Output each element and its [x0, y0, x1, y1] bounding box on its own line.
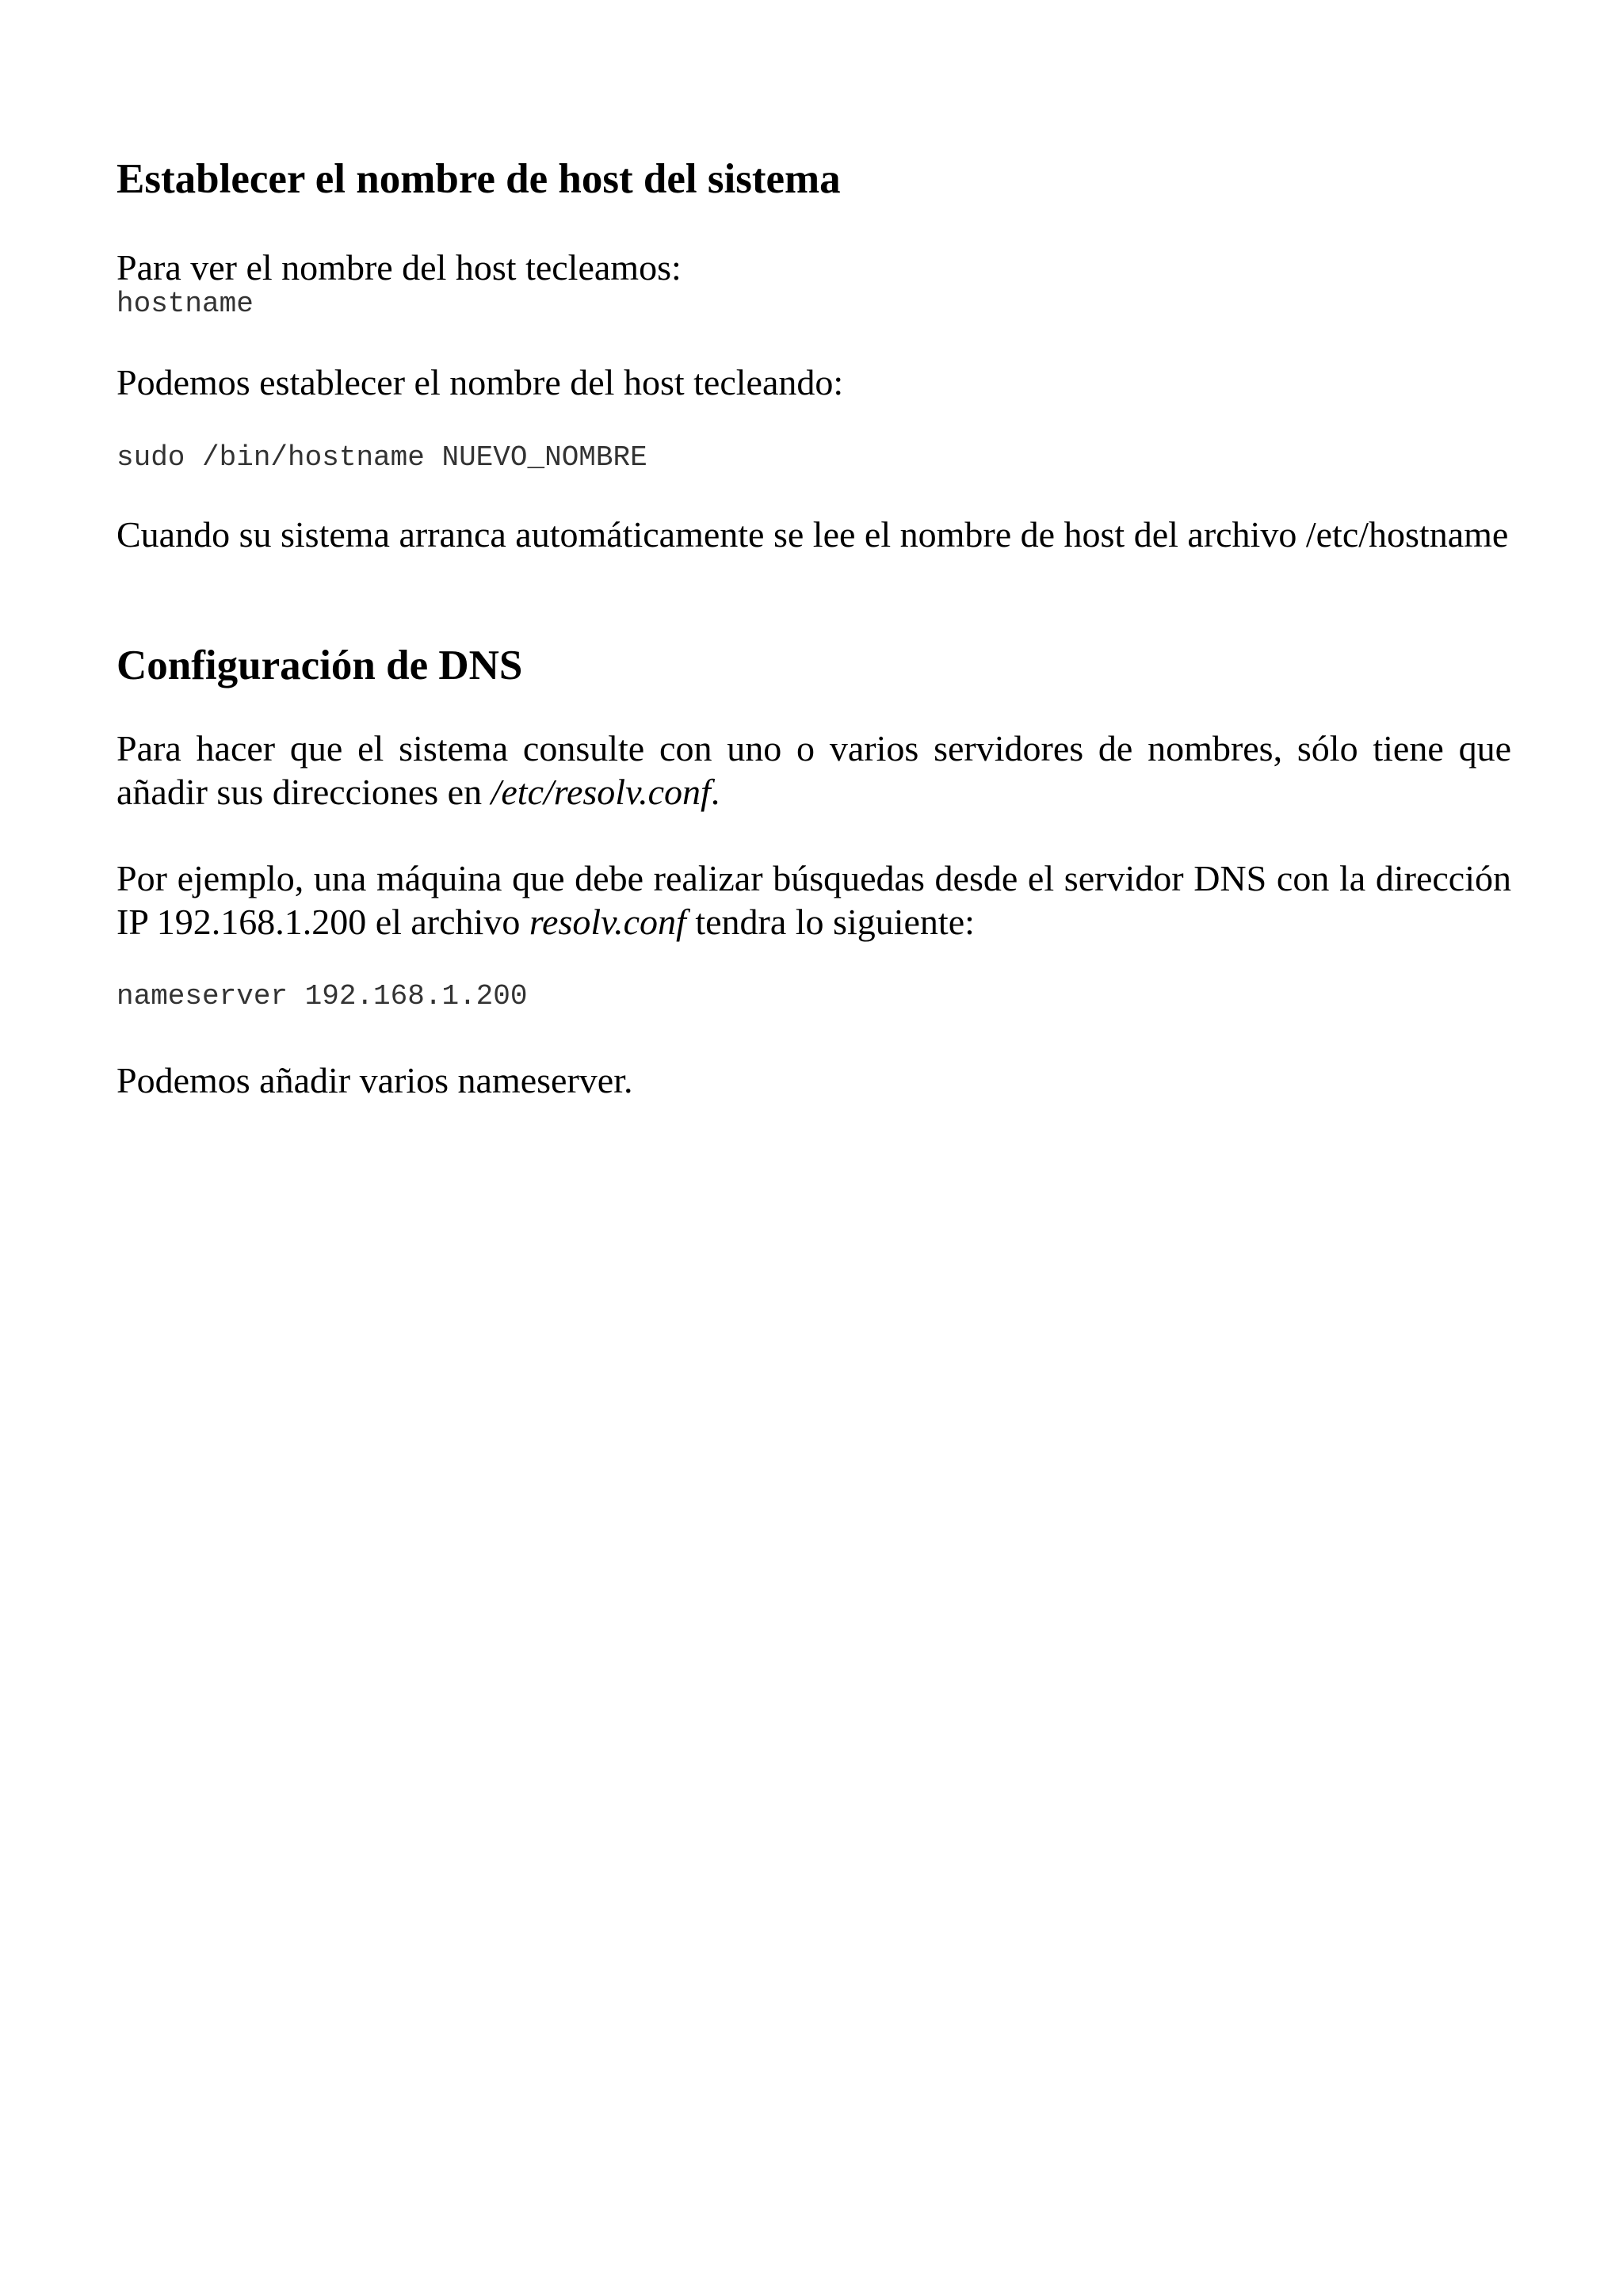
code-nameserver: nameserver 192.168.1.200: [116, 980, 528, 1013]
paragraph-set-hostname: Podemos establecer el nombre del host tecleando:: [116, 362, 844, 402]
paragraph-resolv-conf-text: Para hacer que el sistema consulte con uno o varios servidores de nombres, sólo tiene que añadir sus direcciones en: [116, 728, 1511, 812]
paragraph-dns-example-end: tendra lo siguiente:: [685, 902, 975, 942]
paragraph-resolv-conf: [116, 727, 1511, 814]
file-path-resolv-conf: /etc/resolv.conf: [491, 772, 711, 812]
file-name-resolv-conf: resolv.conf: [529, 902, 686, 942]
heading-dns: Configuración de DNS: [116, 643, 523, 688]
paragraph-multiple-nameservers: Podemos añadir varios nameserver.: [116, 1060, 633, 1100]
code-hostname: hostname: [116, 288, 254, 320]
paragraph-view-hostname: Para ver el nombre del host tecleamos:: [116, 247, 682, 288]
paragraph-resolv-conf-end: .: [710, 772, 720, 812]
paragraph-dns-example: [116, 856, 1511, 944]
paragraph-dns-example-text: Por ejemplo, una máquina que debe realizar búsquedas desde el servidor DNS con la dirección IP 192.168.1.200 el archivo: [116, 858, 1511, 942]
code-set-hostname: sudo /bin/hostname NUEVO_NOMBRE: [116, 441, 647, 474]
heading-hostname: Establecer el nombre de host del sistema: [116, 156, 841, 202]
paragraph-boot-hostname: Cuando su sistema arranca automáticamente se lee el nombre de host del archivo /etc/hostname: [116, 514, 1509, 555]
